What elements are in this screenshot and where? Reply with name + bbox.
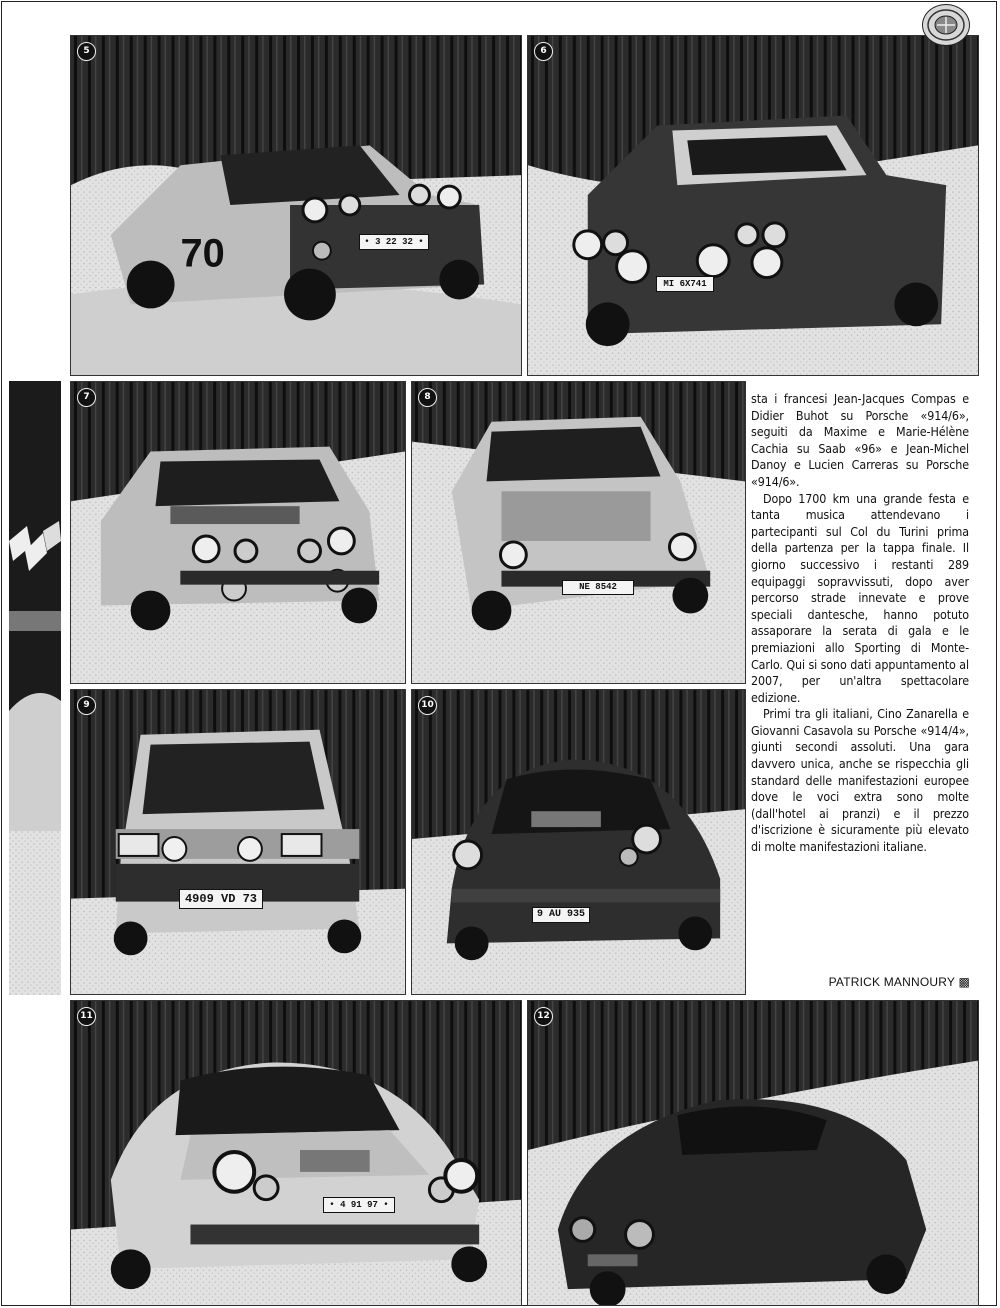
photo-8 (411, 381, 746, 684)
rally-logo-icon (922, 4, 970, 46)
photo-11 (70, 1000, 522, 1306)
article-paragraph: Dopo 1700 km una grande festa e tanta musica attendevano i partecipanti sul Col du Turini prima della partenza per la tappa finale. Il giorno successivo i restanti 289 equipaggi sopravvissuti, dopo aver percorso strade innevate e prove speciali dantesche, hanno potuto assaporare la serata di gala e le premiazioni allo Sporting di Monte-Carlo. Qui si sono dati appuntamento al 2007, per un'altra spettacolare edizione. (751, 490, 969, 705)
svg-text:70: 70 (180, 231, 225, 276)
photo-number-10: 10 (418, 696, 437, 715)
photo-number-5: 5 (77, 42, 96, 61)
photo-9 (70, 689, 406, 995)
photo-number-7: 7 (77, 388, 96, 407)
license-plate-6: MI 6X741 (656, 276, 714, 292)
photo-7 (70, 381, 406, 684)
photo-12 (527, 1000, 979, 1306)
license-plate-9: 4909 VD 73 (179, 889, 263, 909)
license-plate-10: 9 AU 935 (532, 907, 590, 923)
edge-photo-strip (9, 381, 61, 995)
photo-10 (411, 689, 746, 995)
end-mark-icon: ▩ (958, 975, 970, 989)
photo-number-11: 11 (77, 1007, 96, 1026)
license-plate-11: • 4 91 97 • (323, 1197, 395, 1213)
author-byline (790, 975, 970, 989)
photo-number-6: 6 (534, 42, 553, 61)
license-plate-5: • 3 22 32 • (359, 234, 429, 250)
photo-number-8: 8 (418, 388, 437, 407)
license-plate-8: NE 8542 (562, 580, 634, 595)
author-name: PATRICK MANNOURY (828, 975, 955, 989)
photo-number-12: 12 (534, 1007, 553, 1026)
article-text (751, 391, 969, 856)
photo-number-9: 9 (77, 696, 96, 715)
article-paragraph: sta i francesi Jean-Jacques Compas e Didier Buhot su Porsche «914/6», seguiti da Maxime e Marie-Hélène Cachia su Saab «96» e Jean-Michel Danoy e Lucien Carreras su Porsche «914/6». (751, 391, 969, 489)
photo-5 (70, 35, 522, 376)
article-paragraph: Primi tra gli italiani, Cino Zanarella e Giovanni Casavola su Porsche «914/4», giunti secondi assoluti. Una gara davvero unica, anche se rispecchia gli standard delle manifestazioni europee dove le voci extra sono molte (dall'hotel ai pranzi) e il prezzo d'iscrizione è sicuramente più elevato di molte manifestazioni italiane. (751, 706, 969, 855)
photo-6 (527, 35, 979, 376)
